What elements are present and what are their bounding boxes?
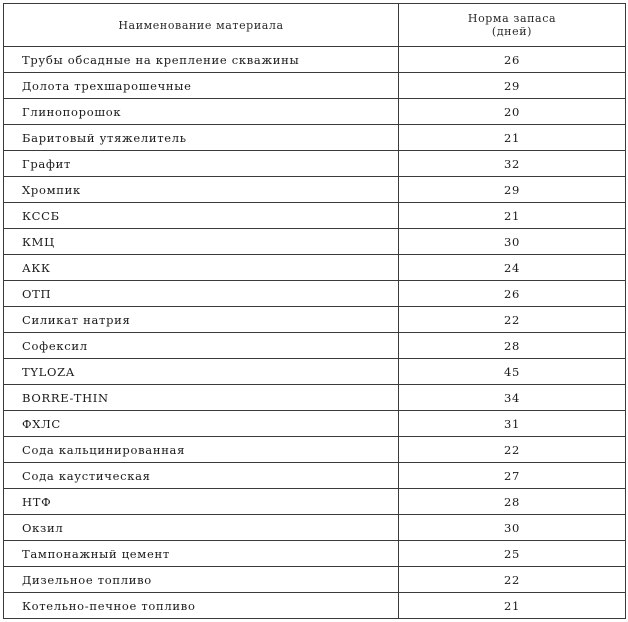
table-row — [4, 229, 626, 255]
stock-days-cell: 45 — [399, 359, 626, 385]
stock-days-cell: 22 — [399, 437, 626, 463]
stock-days-cell: 29 — [399, 73, 626, 99]
table-row — [4, 99, 626, 125]
material-name-cell: Сода кальцинированная — [4, 437, 399, 463]
material-name-cell: Долота трехшарошечные — [4, 73, 399, 99]
stock-days-cell: 34 — [399, 385, 626, 411]
stock-days-cell: 28 — [399, 489, 626, 515]
table-row — [4, 281, 626, 307]
table-row — [4, 307, 626, 333]
stock-days-cell: 22 — [399, 567, 626, 593]
material-name-cell: ОТП — [4, 281, 399, 307]
material-name-cell: Котельно-печное топливо — [4, 593, 399, 619]
table-row — [4, 151, 626, 177]
stock-days-cell: 32 — [399, 151, 626, 177]
material-name-cell: КМЦ — [4, 229, 399, 255]
stock-days-cell: 25 — [399, 541, 626, 567]
material-name-cell: Силикат натрия — [4, 307, 399, 333]
stock-days-cell: 27 — [399, 463, 626, 489]
material-name-cell: Хромпик — [4, 177, 399, 203]
stock-days-cell: 21 — [399, 203, 626, 229]
table-row — [4, 567, 626, 593]
table-row — [4, 125, 626, 151]
table-row — [4, 203, 626, 229]
material-name-cell: Трубы обсадные на крепление скважины — [4, 47, 399, 73]
material-name-cell: TYLOZA — [4, 359, 399, 385]
table-row — [4, 541, 626, 567]
stock-days-cell: 26 — [399, 281, 626, 307]
table-row — [4, 489, 626, 515]
table-row — [4, 177, 626, 203]
material-name-cell: BORRE-THIN — [4, 385, 399, 411]
table-row — [4, 255, 626, 281]
material-name-cell: Дизельное топливо — [4, 567, 399, 593]
table-row — [4, 411, 626, 437]
stock-days-cell: 29 — [399, 177, 626, 203]
stock-days-cell: 30 — [399, 515, 626, 541]
stock-days-cell: 21 — [399, 593, 626, 619]
stock-days-cell: 31 — [399, 411, 626, 437]
stock-days-cell: 28 — [399, 333, 626, 359]
material-name-cell: Тампонажный цемент — [4, 541, 399, 567]
stock-days-cell: 26 — [399, 47, 626, 73]
header-stock-norm-line1: Норма запаса — [467, 12, 557, 25]
table-row — [4, 463, 626, 489]
table-row — [4, 333, 626, 359]
table-row — [4, 515, 626, 541]
material-name-cell: КССБ — [4, 203, 399, 229]
table-row — [4, 593, 626, 619]
stock-days-cell: 22 — [399, 307, 626, 333]
table-row — [4, 359, 626, 385]
material-name-cell: Окзил — [4, 515, 399, 541]
material-name-cell: Баритовый утяжелитель — [4, 125, 399, 151]
material-name-cell: Сода каустическая — [4, 463, 399, 489]
stock-days-cell: 30 — [399, 229, 626, 255]
table-row — [4, 73, 626, 99]
header-material-name — [4, 4, 399, 47]
material-name-cell: Глинопорошок — [4, 99, 399, 125]
stock-days-cell: 20 — [399, 99, 626, 125]
header-material-name-text: Наименование материала — [118, 18, 284, 32]
material-name-cell: Графит — [4, 151, 399, 177]
table-row — [4, 437, 626, 463]
header-stock-norm-line2: (дней) — [491, 25, 533, 38]
table-row — [4, 47, 626, 73]
table-row — [4, 385, 626, 411]
header-stock-norm — [399, 4, 626, 47]
stock-days-cell: 21 — [399, 125, 626, 151]
material-name-cell: АКК — [4, 255, 399, 281]
stock-norms-table — [3, 3, 626, 619]
table-header-row — [4, 4, 626, 47]
material-name-cell: НТФ — [4, 489, 399, 515]
material-name-cell: ФХЛС — [4, 411, 399, 437]
stock-days-cell: 24 — [399, 255, 626, 281]
material-name-cell: Софексил — [4, 333, 399, 359]
